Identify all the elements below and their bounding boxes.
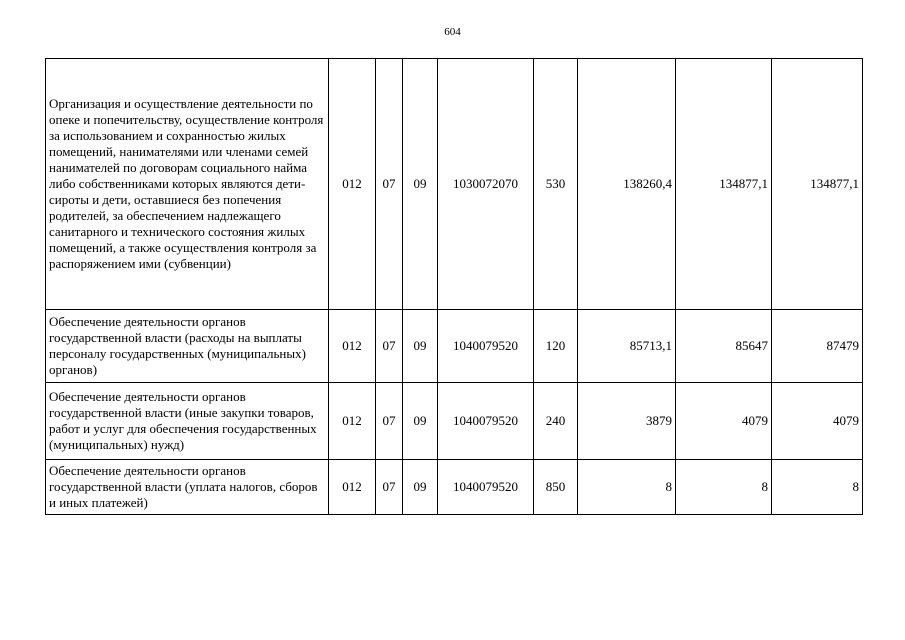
amount-cell-1: 85713,1	[578, 310, 676, 383]
amount-cell-3: 87479	[772, 310, 863, 383]
section-code-cell: 07	[376, 59, 403, 310]
subsection-code-cell: 09	[403, 59, 438, 310]
budget-table	[45, 58, 863, 515]
ministry-code-cell: 012	[329, 310, 376, 383]
expense-name-cell: Обеспечение деятельности органов государственной власти (иные закупки товаров, работ и услуг для обеспечения государственных (муниципальных) нужд)	[46, 383, 329, 460]
expense-name-cell: Организация и осуществление деятельности по опеке и попечительству, осуществление контроля за использованием и сохранностью жилых помещений, нанимателями или членами семей нанимателей по договорам социального найма либо собственниками которых являются дети-сироты и дети, оставшиеся без попечения родителей, за обеспечением надлежащего санитарного и технического состояния жилых помещений, а также осуществления контроля за распоряжением ими (субвенции)	[46, 59, 329, 310]
section-code-cell: 07	[376, 460, 403, 515]
target-article-cell: 1040079520	[438, 310, 534, 383]
table-row	[46, 383, 863, 460]
page-number: 604	[444, 26, 461, 38]
amount-cell-1: 138260,4	[578, 59, 676, 310]
amount-cell-3: 4079	[772, 383, 863, 460]
table-row	[46, 460, 863, 515]
amount-cell-1: 3879	[578, 383, 676, 460]
amount-cell-2: 134877,1	[676, 59, 772, 310]
table-row	[46, 310, 863, 383]
ministry-code-cell: 012	[329, 383, 376, 460]
expense-type-cell: 120	[534, 310, 578, 383]
target-article-cell: 1040079520	[438, 383, 534, 460]
amount-cell-3: 8	[772, 460, 863, 515]
amount-cell-2: 4079	[676, 383, 772, 460]
amount-cell-1: 8	[578, 460, 676, 515]
section-code-cell: 07	[376, 383, 403, 460]
ministry-code-cell: 012	[329, 460, 376, 515]
expense-name-cell: Обеспечение деятельности органов государственной власти (расходы на выплаты персоналу государственных (муниципальных) органов)	[46, 310, 329, 383]
subsection-code-cell: 09	[403, 310, 438, 383]
amount-cell-2: 85647	[676, 310, 772, 383]
ministry-code-cell: 012	[329, 59, 376, 310]
expense-name-cell: Обеспечение деятельности органов государственной власти (уплата налогов, сборов и иных платежей)	[46, 460, 329, 515]
amount-cell-3: 134877,1	[772, 59, 863, 310]
expense-type-cell: 850	[534, 460, 578, 515]
target-article-cell: 1040079520	[438, 460, 534, 515]
subsection-code-cell: 09	[403, 460, 438, 515]
target-article-cell: 1030072070	[438, 59, 534, 310]
section-code-cell: 07	[376, 310, 403, 383]
table-row	[46, 59, 863, 310]
subsection-code-cell: 09	[403, 383, 438, 460]
amount-cell-2: 8	[676, 460, 772, 515]
expense-type-cell: 530	[534, 59, 578, 310]
expense-type-cell: 240	[534, 383, 578, 460]
